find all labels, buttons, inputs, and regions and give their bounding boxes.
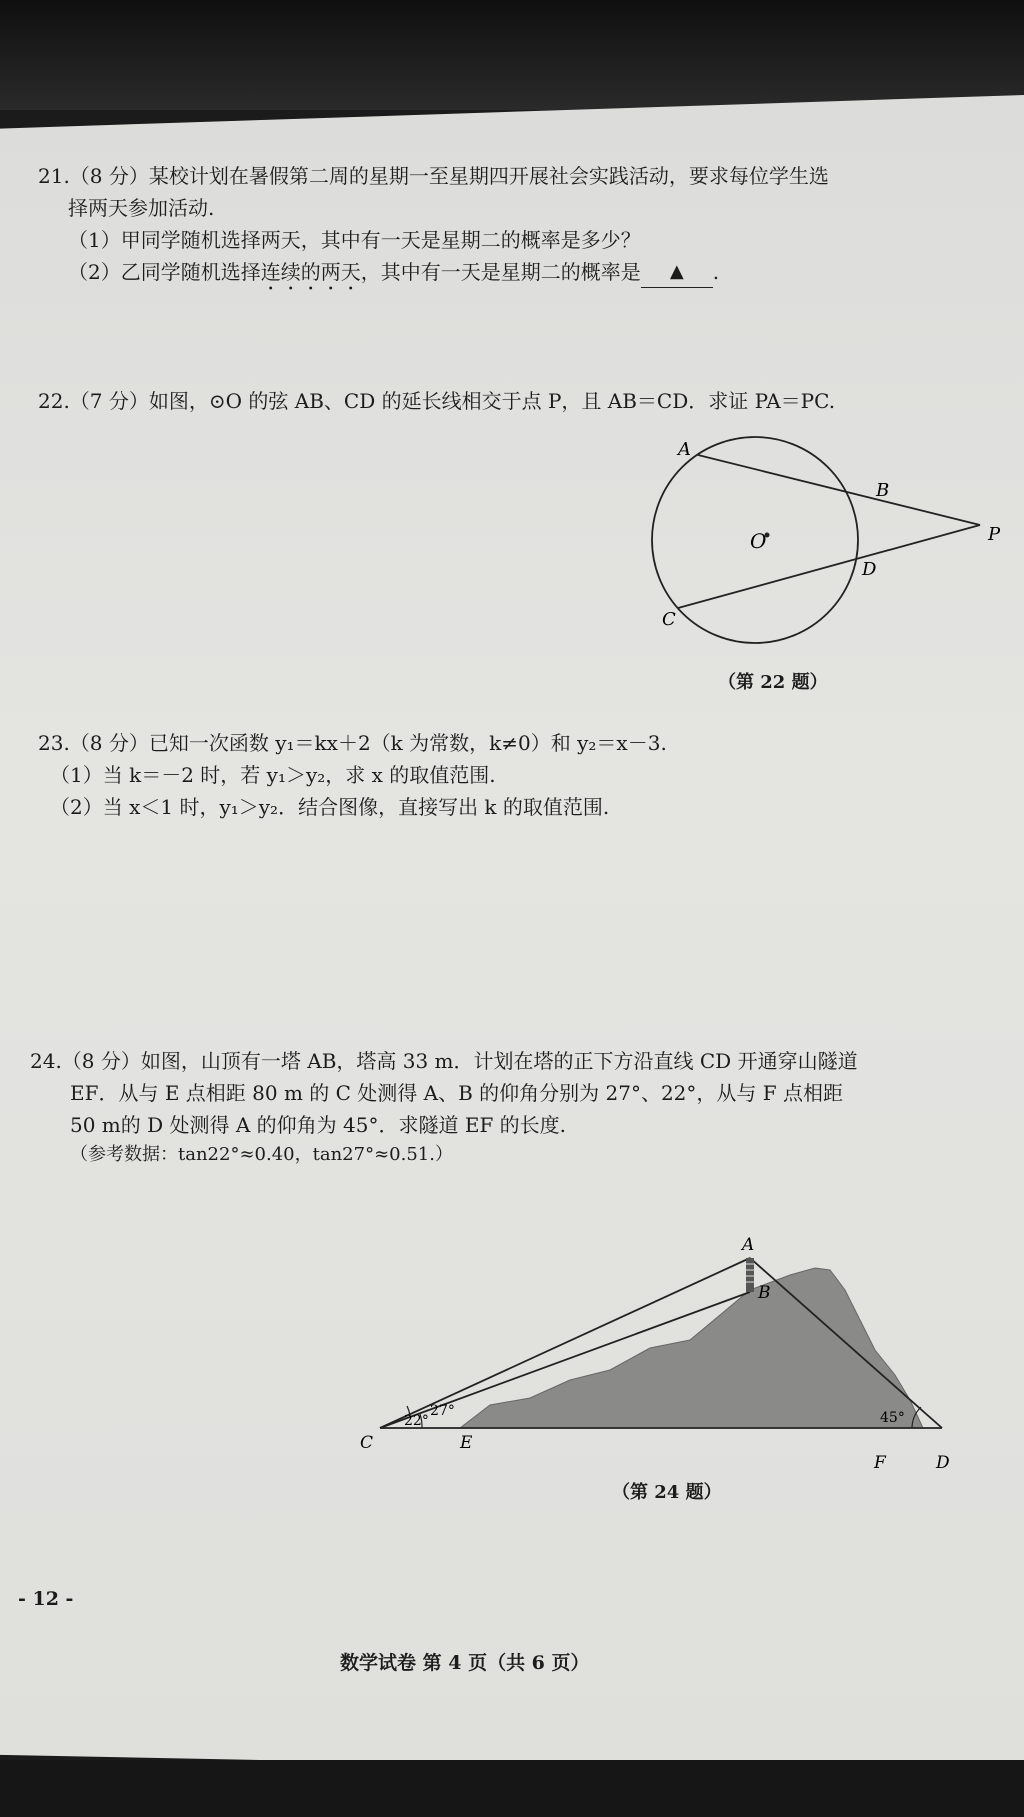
- label-d: D: [936, 1453, 950, 1470]
- label-e: E: [460, 1433, 473, 1453]
- mountain: [460, 1268, 923, 1428]
- q21-part1: （1）甲同学随机选择两天，其中有一天是星期二的概率是多少？: [68, 228, 641, 252]
- tower-ab: [746, 1258, 754, 1292]
- caption-24: （第 24 题）: [612, 1482, 722, 1503]
- label-p: P: [988, 524, 1001, 545]
- line-ap: [698, 455, 980, 525]
- q21-line2: 择两天参加活动.: [68, 196, 215, 220]
- label-c: C: [662, 609, 676, 630]
- question-21: [38, 160, 829, 295]
- triangle-icon: ▲: [669, 261, 684, 282]
- angle-45: 45°: [880, 1410, 905, 1426]
- q24-line3: 50 m的 D 处测得 A 的仰角为 45°．求隧道 EF 的长度.: [70, 1113, 567, 1137]
- q21-line1: 21.（8 分）某校计划在暑假第二周的星期一至星期四开展社会实践活动，要求每位学生选: [38, 164, 829, 188]
- caption-22: （第 22 题）: [718, 672, 828, 693]
- question-24: [30, 1045, 858, 1170]
- footer-title: 数学试卷 第 4 页（共 6 页）: [340, 1652, 590, 1674]
- label-o: O: [750, 529, 767, 553]
- question-23: [38, 727, 667, 823]
- q24-line4: （参考数据：tan22°≈0.40，tan27°≈0.51.）: [70, 1144, 453, 1165]
- label-b: B: [876, 480, 890, 501]
- q24-line2: EF．从与 E 点相距 80 m 的 C 处测得 A、B 的仰角分别为 27°、22°，从与 F 点相距: [70, 1081, 843, 1105]
- q22-line1: 22.（7 分）如图，⊙O 的弦 AB、CD 的延长线相交于点 P，且 AB＝CD．求证 PA＝PC.: [38, 389, 836, 413]
- figure-24: [360, 1230, 960, 1470]
- line-cp: [678, 525, 980, 608]
- q21-emphasis: 连续的两天: [260, 260, 361, 284]
- label-f: F: [874, 1453, 886, 1470]
- q21-part2: （2）乙同学随机选择连续的两天，其中有一天是星期二的概率是 ▲ .: [38, 256, 829, 295]
- angle-22: 22°: [404, 1413, 429, 1429]
- label-a: A: [742, 1235, 755, 1255]
- label-d: D: [862, 559, 877, 580]
- label-b: B: [758, 1283, 771, 1303]
- q24-line1: 24.（8 分）如图，山顶有一塔 AB，塔高 33 m．计划在塔的正下方沿直线 CD 开通穿山隧道: [30, 1049, 858, 1073]
- q23-line1: 23.（8 分）已知一次函数 y₁＝kx＋2（k 为常数，k≠0）和 y₂＝x－3.: [38, 731, 667, 755]
- background-bottom: [0, 1760, 1024, 1817]
- background-top: [0, 0, 1024, 110]
- figure-22: [640, 430, 1020, 660]
- question-22: [38, 385, 835, 417]
- page-number: - 12 -: [18, 1588, 74, 1610]
- answer-blank: [641, 254, 713, 288]
- angle-27: 27°: [430, 1403, 455, 1419]
- label-c: C: [360, 1433, 374, 1453]
- label-a: A: [678, 439, 691, 460]
- exam-paper: [0, 95, 1024, 1775]
- q23-part2: （2）当 x＜1 时，y₁＞y₂．结合图像，直接写出 k 的取值范围.: [50, 795, 610, 819]
- q23-part1: （1）当 k＝－2 时，若 y₁＞y₂，求 x 的取值范围.: [50, 763, 496, 787]
